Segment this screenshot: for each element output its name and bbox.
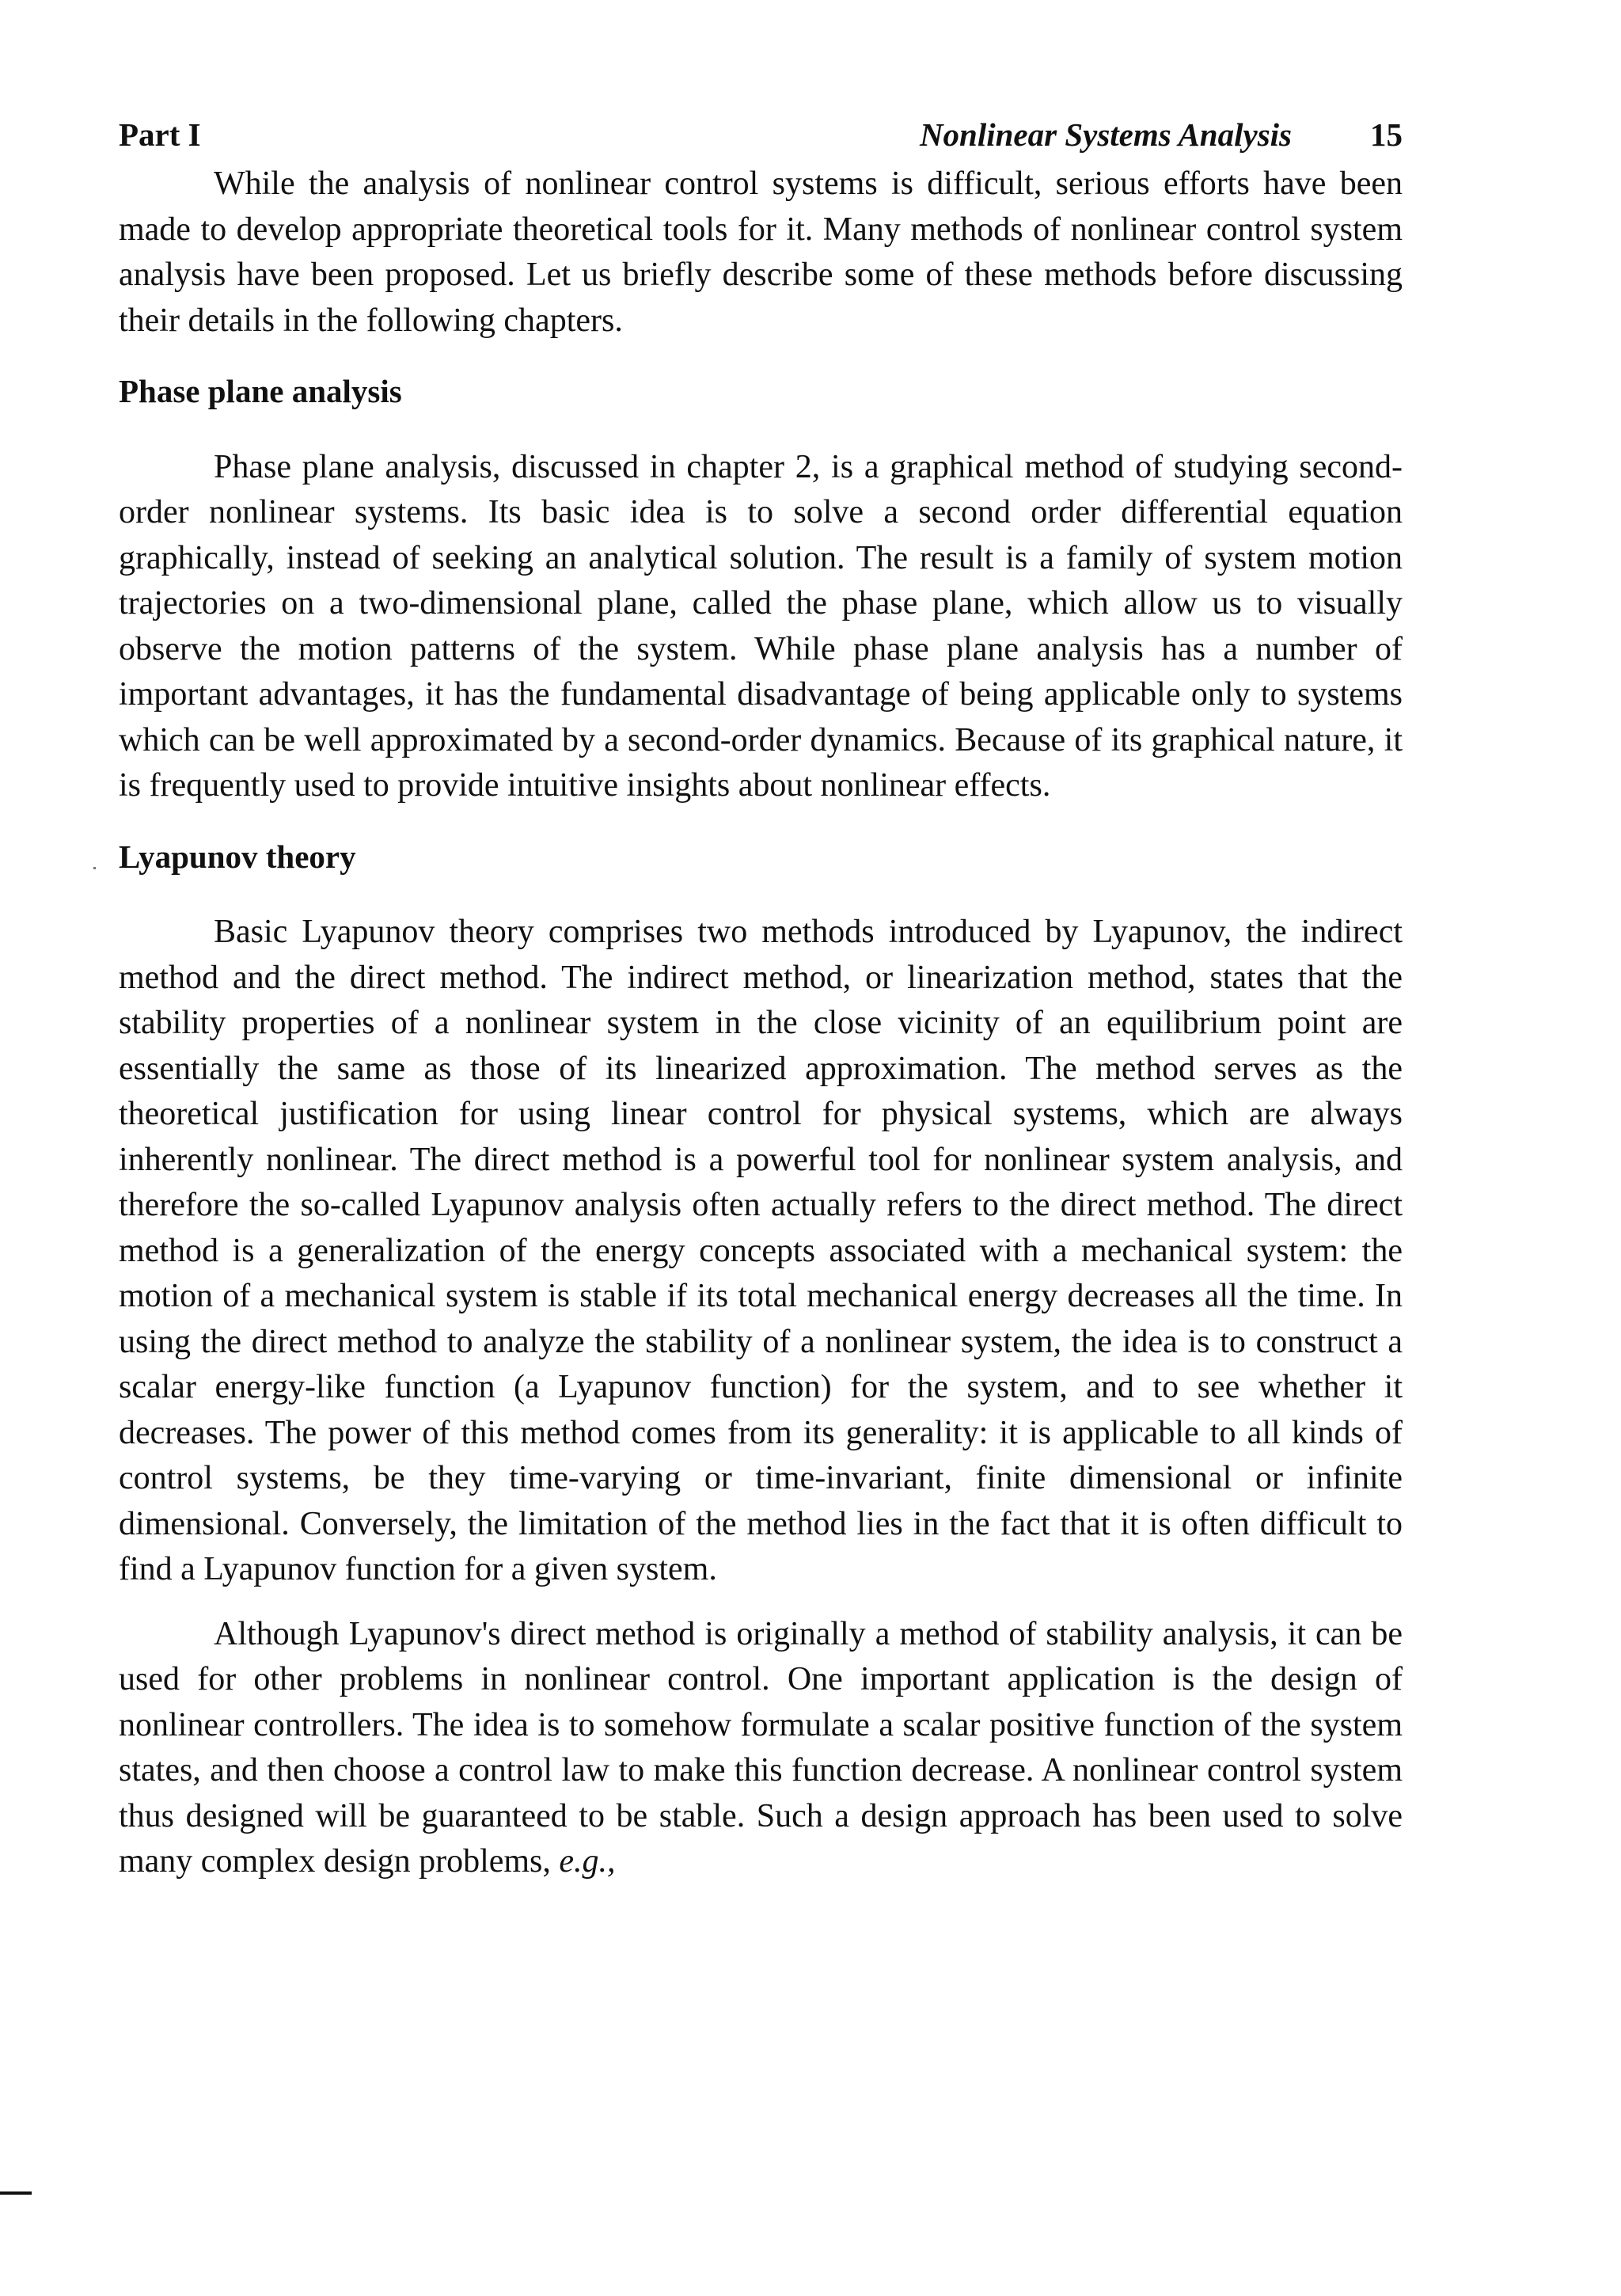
intro-paragraph: While the analysis of nonlinear control systems is difficult, serious efforts have been made to develop appropriate theoretical tools for it. Many methods of nonlinear control system analysis have been proposed. Let us briefly describe some of these methods before discussing their details in the following chapters. [119,165,1403,339]
lyapunov-paragraph-1: Basic Lyapunov theory comprises two methods introduced by Lyapunov, the indirect method and the direct method. The indirect method, or linearization method, states that the stability properties of a nonlinear system in the close vicinity of an equilibrium point are essentially the same as those of its linearized approximation. The method serves as the theoretical justification for using linear control for physical systems, which are always inherently nonlinear. The direct method is a powerful tool for nonlinear system analysis, and therefore the so-called Lyapunov analysis often actually refers to the direct method. The direct method is a generalization of the energy concepts associated with a mechanical system: the motion of a mechanical system is stable if its total mechanical energy decreases all the time. In using the direct method to analyze the stability of a nonlinear system, the idea is to construct a scalar energy-like function (a Lyapunov function) for the system, and to see whether it decreases. The power of this method comes from its generality: it is applicable to all kinds of control systems, be they time-varying or time-invariant, finite dimensional or infinite dimensional. Conversely, the limitation of the method lies in the fact that it is often difficult to find a Lyapunov function for a given system. [119,914,1403,1587]
page-number: 15 [1370,116,1403,153]
section-heading-phase-plane: Phase plane analysis [119,373,402,409]
lyapunov-paragraph-2 [119,1612,1403,1885]
margin-speck [93,867,96,869]
lyapunov-paragraph-2-text: Although Lyapunov's direct method is originally a method of stability analysis, it can be used for other problems in nonlinear control. One important application is the design of nonlinear controllers. The idea is to somehow formulate a scalar positive function of the system states, and then choose a control law to make this function decrease. A nonlinear control system thus designed will be guaranteed to be stable. Such a design approach has been used to solve many complex design problems, [119,1615,1403,1880]
part-label: Part I [119,116,201,153]
running-header [119,111,1403,158]
section-heading-lyapunov: Lyapunov theory [119,838,356,875]
document-page [119,111,1403,1885]
chapter-title: Nonlinear Systems Analysis [919,116,1292,153]
eg-abbreviation: e.g., [559,1843,616,1880]
phase-plane-paragraph: Phase plane analysis, discussed in chapter 2, is a graphical method of studying second-order nonlinear systems. Its basic idea is to solve a second order differential equation graphically, instead of seeking an analytical solution. The result is a family of system motion trajectories on a two-dimensional plane, called the phase plane, which allow us to visually observe the motion patterns of the system. While phase plane analysis has a number of important advantages, it has the fundamental disadvantage of being applicable only to systems which can be well approximated by a second-order dynamics. Because of its graphical nature, it is frequently used to provide intuitive insights about nonlinear effects. [119,448,1403,804]
corner-rule-mark [0,2191,32,2195]
